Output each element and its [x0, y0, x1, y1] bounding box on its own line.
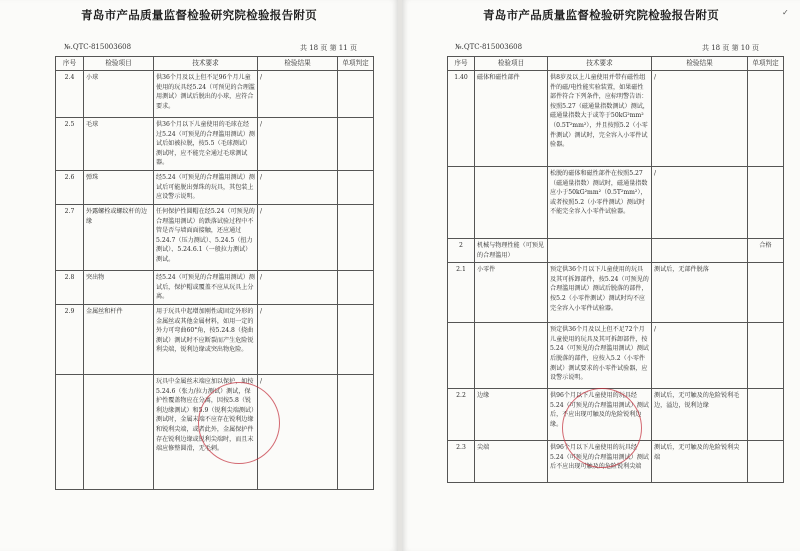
- row-verdict: [338, 71, 374, 118]
- row-verdict: [748, 441, 784, 483]
- row-item: 金属丝和杆件: [84, 304, 154, 374]
- page-title: 青岛市产品质量监督检验研究院检验报告附页: [81, 8, 317, 22]
- row-item: 小球: [84, 71, 154, 118]
- row-item: 磁体和磁性部件: [475, 71, 548, 167]
- row-requirement: 预定供36个月及以上但不足72个月儿童使用的玩具及其可拆卸部件，按5.24（可预见的合理滥用测试）测试后脱落的部件，应按入5.2（小零件测试）测试要求的小零件试验器，应设警示说明。: [548, 323, 652, 389]
- page-info: 共 18 页 第 11 页: [300, 44, 357, 52]
- header-item: 检验项目: [84, 57, 154, 71]
- row-result: /: [652, 323, 748, 389]
- row-result: /: [258, 304, 338, 374]
- row-verdict: [748, 263, 784, 323]
- row-requirement: 供96个月以下儿童使用的玩具经5.24（可预见的合理滥用测试）测试后，不应出现可触及的危险锐利边缘。: [548, 389, 652, 441]
- row-item: 突出物: [84, 270, 154, 304]
- row-verdict: 合格: [748, 239, 784, 263]
- row-no: 2: [448, 239, 475, 263]
- row-result: /: [258, 170, 338, 204]
- row-item: 尖端: [475, 441, 548, 483]
- row-item: 弹珠: [84, 170, 154, 204]
- row-no: 2.4: [56, 71, 84, 118]
- row-result: 测试后，无部件脱落: [652, 263, 748, 323]
- row-verdict: [338, 270, 374, 304]
- header-requirement: 技术要求: [548, 57, 652, 71]
- row-requirement: 供36个月以下儿童使用的毛球在经过5.24（可预见的合理滥用测试）测试后如被拉脱，按5.5（毛球测试）测试时，应不能完全通过毛球测试器。: [154, 118, 258, 171]
- header-verdict: 单项判定: [338, 57, 374, 71]
- row-result: 测试后，无可触及的危险锐利尖端: [652, 441, 748, 483]
- row-item: [475, 323, 548, 389]
- table-row: [448, 323, 784, 389]
- row-requirement: 供36个月及以上但不足96个月儿童使用的玩具经5.24（可预见的合理滥用测试）测试后脱出的小球，应符合要求。: [154, 71, 258, 118]
- row-no: 2.6: [56, 170, 84, 204]
- row-item: 小零件: [475, 263, 548, 323]
- page-info: 共 18 页 第 10 页: [702, 44, 759, 52]
- table-row: [448, 239, 784, 263]
- table-row: [56, 204, 374, 270]
- header-no: 序号: [56, 57, 84, 71]
- report-number: №.QTC-815003608: [64, 43, 132, 51]
- row-requirement: 用于玩具中起增加刚性或固定外形的金属丝或其他金属材料，如用一定的外力可弯曲60°角，按5.24.8（挠曲测试）测试时不应断裂而产生危险锐利尖端，锐利边缘或突出物危险。: [154, 304, 258, 374]
- header-verdict: 单项判定: [748, 57, 784, 71]
- table-header-row: [448, 57, 784, 71]
- header-no: 序号: [448, 57, 475, 71]
- table-row: [56, 170, 374, 204]
- report-page-right: [402, 0, 800, 551]
- row-verdict: [338, 170, 374, 204]
- row-result: /: [258, 118, 338, 171]
- table-row: [448, 263, 784, 323]
- row-verdict: [748, 389, 784, 441]
- row-verdict: [338, 374, 374, 489]
- row-result: /: [258, 71, 338, 118]
- table-row: [448, 167, 784, 239]
- row-no: 2.1: [448, 263, 475, 323]
- row-no: [56, 374, 84, 489]
- row-verdict: [338, 304, 374, 374]
- row-requirement: 玩具中金属丝末端应加以保护，如按5.24.6（张力/拉力测试）测试，保护性覆盖物应在分离，因按5.8（锐利边缘测试）和5.9（锐利尖端测试）测试时，金属末端不应存在锐利边缘和锐利尖端，或者此外，金属保护件存在锐利边缘或锐利尖端时，而且末端应修整圆滑，无毛刺。: [154, 374, 258, 489]
- row-no: 2.5: [56, 118, 84, 171]
- table-row: [56, 118, 374, 171]
- row-result: /: [258, 374, 338, 489]
- row-item: 机械与物理性能（可预见的合理滥用）: [475, 239, 548, 263]
- row-no: [448, 323, 475, 389]
- row-verdict: [748, 323, 784, 389]
- row-requirement: 任何保护性圆帽在经5.24（可预见的合理滥用测试）的跌落试验过程中不管是否与墙面面接触，还应通过5.24.7（压力测试）、5.24.5（扭力测试）、5.24.6.1（一般拉力测试）测试。: [154, 204, 258, 270]
- row-requirement: 经5.24（可预见的合理滥用测试）测试后，保护帽或覆盖不应从玩具上分离。: [154, 270, 258, 304]
- row-requirement: 预定供36个月以下儿童使用的玩具及其可拆卸部件，按5.24（可预见的合理滥用测试）测试后脱落的部件，按5.2（小零件测试）测试时均不应完全容入小零件试验器。: [548, 263, 652, 323]
- row-requirement: 松脱的磁体和磁性部件在按照5.27（磁通量指数）测试时，磁通量指数应小于50kG²mm²（0.5T²mm²），或者按照5.2（小零件测试）测试时不能完全容入小零件试验器。: [548, 167, 652, 239]
- row-requirement: 供96个月以下儿童使用的玩具经5.24（可预见的合理滥用测试）测试后不应出现可触及的危险锐利尖端: [548, 441, 652, 483]
- row-item: [84, 374, 154, 489]
- header-item: 检验项目: [475, 57, 548, 71]
- row-verdict: [748, 71, 784, 167]
- row-no: 2.2: [448, 389, 475, 441]
- row-item: 毛球: [84, 118, 154, 171]
- table-row: [448, 71, 784, 167]
- row-verdict: [338, 204, 374, 270]
- row-item: 边缘: [475, 389, 548, 441]
- row-no: 2.3: [448, 441, 475, 483]
- row-requirement: [548, 239, 652, 263]
- official-seal: [198, 382, 280, 464]
- page-title: 青岛市产品质量监督检验研究院检验报告附页: [483, 8, 719, 22]
- row-no: 2.9: [56, 304, 84, 374]
- table-row: [56, 71, 374, 118]
- table-row: [56, 270, 374, 304]
- row-no: [448, 167, 475, 239]
- header-result: 检验结果: [652, 57, 748, 71]
- table-header-row: [56, 57, 374, 71]
- row-result: /: [652, 71, 748, 167]
- row-item: [475, 167, 548, 239]
- report-number: №.QTC-815003608: [455, 43, 523, 51]
- header-requirement: 技术要求: [154, 57, 258, 71]
- official-seal: [562, 388, 642, 468]
- row-no: 2.7: [56, 204, 84, 270]
- row-item: 外露螺栓或螺纹杆的边缘: [84, 204, 154, 270]
- table-row: [56, 304, 374, 374]
- row-no: 1.40: [448, 71, 475, 167]
- row-result: [652, 239, 748, 263]
- row-result: /: [652, 167, 748, 239]
- row-verdict: [338, 118, 374, 171]
- row-result: /: [258, 270, 338, 304]
- row-result: 测试后，无可触及的危险锐利毛边，溢边，锐利边缘: [652, 389, 748, 441]
- row-requirement: 供8岁及以上儿童使用并带有磁性组件的磁/电性能实验装置，如果磁性部件符合下列条件，应标明警告语：按照5.27（磁通量指数测试）测试，磁通量指数大于或等于50kG²mm²（0.5T²mm²），并且按照5.2（小零件测试）测试时，完全容入小零件试验器。: [548, 71, 652, 167]
- row-no: 2.8: [56, 270, 84, 304]
- row-requirement: 经5.24（可预见的合理滥用测试）测试后可能脱出弹珠的玩具，其包装上应设警示说明。: [154, 170, 258, 204]
- row-result: /: [258, 204, 338, 270]
- header-result: 检验结果: [258, 57, 338, 71]
- report-page-left: [0, 0, 398, 551]
- corner-tick-mark: ✓: [782, 8, 789, 17]
- row-verdict: [748, 167, 784, 239]
